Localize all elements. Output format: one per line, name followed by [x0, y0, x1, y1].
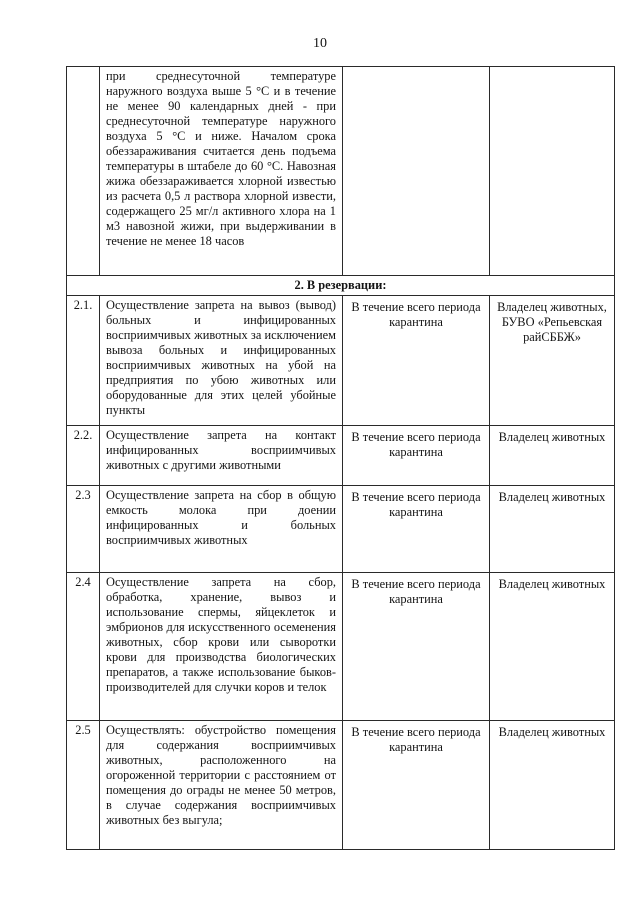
measure-responsible: Владелец животных [490, 426, 615, 486]
measure-description: Осуществлять: обустройство помещения для содержания восприимчивых животных, расположенного на огороженной территории с расстоянием от помещения до ограды не менее 50 метров, в случае содержания восприимчивых животных без выгула; [100, 721, 343, 850]
measure-term: В течение всего периода карантина [343, 426, 490, 486]
row-number-cell [67, 67, 100, 276]
measure-description: Осуществление запрета на сбор, обработка, хранение, вывоз и использование спермы, яйцеклеток и эмбрионов для искусственного осеменения животных, сбор крови или сыворотки крови для производства биологических препаратов, а также использование быков-производителей для случки коров и телок [100, 573, 343, 721]
row-number: 2.5 [67, 721, 100, 850]
measure-description: Осуществление запрета на контакт инфицированных восприимчивых животных с другими животными [100, 426, 343, 486]
measures-table [66, 66, 615, 850]
measure-responsible [490, 67, 615, 276]
table-row [67, 426, 615, 486]
measure-term: В течение всего периода карантина [343, 296, 490, 426]
row-number: 2.1. [67, 296, 100, 426]
measure-term: В течение всего периода карантина [343, 486, 490, 573]
row-number: 2.3 [67, 486, 100, 573]
measure-responsible: Владелец животных [490, 721, 615, 850]
row-number: 2.4 [67, 573, 100, 721]
measure-responsible: Владелец животных, БУВО «Репьевская райСББЖ» [490, 296, 615, 426]
measure-term: В течение всего периода карантина [343, 721, 490, 850]
measure-term: В течение всего периода карантина [343, 573, 490, 721]
measure-term [343, 67, 490, 276]
measure-description: Осуществление запрета на вывоз (вывод) больных и инфицированных восприимчивых животных за исключением вывоза больных и инфицированных восприимчивых животных на убой на предприятия по убою животных или оборудованные для этих целей убойные пункты [100, 296, 343, 426]
table-row [67, 296, 615, 426]
measure-description: Осуществление запрета на сбор в общую емкость молока при доении инфицированных и больных восприимчивых животных [100, 486, 343, 573]
section-title: 2. В резервации: [67, 276, 615, 296]
page-number: 10 [313, 36, 327, 51]
table-row-continuation [67, 67, 615, 276]
measure-responsible: Владелец животных [490, 573, 615, 721]
table-row [67, 486, 615, 573]
measure-description: при среднесуточной температуре наружного воздуха выше 5 °С и в течение не менее 90 календарных дней - при среднесуточной температуре наружного воздуха 5 °С и ниже. Началом срока обеззараживания считается день подъема температуры в штабеле до 60 °С. Навозная жижа обеззараживается хлорной известью из расчета 0,5 л раствора хлорной извести, содержащего 25 мг/л активного хлора на 1 м3 навозной жижи, при выдерживании в течение не менее 18 часов [100, 67, 343, 276]
measure-responsible: Владелец животных [490, 486, 615, 573]
table-row [67, 721, 615, 850]
section-header-row [67, 276, 615, 296]
table-row [67, 573, 615, 721]
row-number: 2.2. [67, 426, 100, 486]
